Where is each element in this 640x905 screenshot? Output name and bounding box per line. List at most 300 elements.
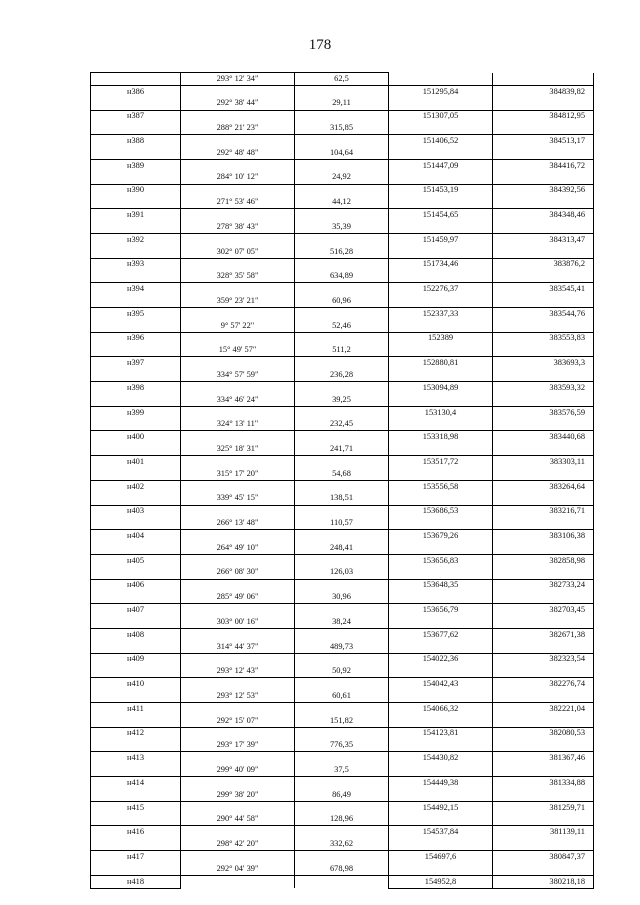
- y-coordinate-cell: 384416,72: [493, 159, 594, 171]
- angle-cell-empty: [181, 431, 295, 443]
- y-coordinate-cell: 384812,95: [493, 110, 594, 122]
- segment-row: [91, 666, 594, 678]
- angle-cell-empty: [181, 801, 295, 813]
- y-cell-empty: [493, 246, 594, 258]
- point-id-cell: н406: [91, 579, 181, 591]
- point-row: [91, 233, 594, 245]
- point-row: [91, 382, 594, 394]
- angle-cell-empty: [181, 308, 295, 320]
- point-id-cell: н391: [91, 209, 181, 221]
- y-coordinate-cell: 382703,45: [493, 604, 594, 616]
- y-coordinate-cell: 382671,38: [493, 628, 594, 640]
- distance-cell-empty: [295, 209, 389, 221]
- y-coordinate-cell: 380847,37: [493, 851, 594, 863]
- x-coordinate-cell: 153677,62: [389, 628, 493, 640]
- y-coordinate-cell: 383593,32: [493, 382, 594, 394]
- y-coordinate-cell: 382276,74: [493, 678, 594, 690]
- y-cell-empty: [493, 345, 594, 357]
- distance-cell-empty: [295, 431, 389, 443]
- distance-cell: 110,57: [295, 517, 389, 529]
- y-coordinate-cell: 383264,64: [493, 480, 594, 492]
- y-coordinate-cell: 383106,38: [493, 530, 594, 542]
- angle-cell-empty: [181, 678, 295, 690]
- point-cell-empty: [91, 320, 181, 332]
- point-cell-empty: [91, 98, 181, 110]
- segment-row: [91, 542, 594, 554]
- point-row: [91, 727, 594, 739]
- point-row: [91, 703, 594, 715]
- x-cell-empty: [389, 838, 493, 850]
- y-cell-empty: [493, 196, 594, 208]
- distance-cell-empty: [295, 283, 389, 295]
- y-cell-empty: [493, 666, 594, 678]
- distance-cell: 489,73: [295, 641, 389, 653]
- angle-cell-empty: [181, 628, 295, 640]
- angle-cell-empty: [181, 875, 295, 888]
- angle-cell: 328° 35' 58": [181, 271, 295, 283]
- y-cell-empty: [493, 419, 594, 431]
- point-row: [91, 777, 594, 789]
- point-row: [91, 159, 594, 171]
- x-coordinate-cell: 151307,05: [389, 110, 493, 122]
- y-cell-empty: [493, 690, 594, 702]
- angle-cell-empty: [181, 604, 295, 616]
- x-cell-empty: [389, 443, 493, 455]
- y-coordinate-cell: 381139,11: [493, 826, 594, 838]
- point-id-cell: н412: [91, 727, 181, 739]
- point-cell-empty: [91, 591, 181, 603]
- distance-cell-empty: [295, 579, 389, 591]
- x-cell-empty: [389, 715, 493, 727]
- distance-cell-empty: [295, 801, 389, 813]
- x-cell-empty: [389, 246, 493, 258]
- x-cell-empty: [389, 172, 493, 184]
- point-cell-empty: [91, 271, 181, 283]
- segment-row: [91, 863, 594, 875]
- distance-cell: 634,89: [295, 271, 389, 283]
- point-id-cell: н416: [91, 826, 181, 838]
- distance-cell-empty: [295, 135, 389, 147]
- y-cell-empty: [493, 863, 594, 875]
- distance-cell-empty: [295, 727, 389, 739]
- angle-cell: 9° 57' 22": [181, 320, 295, 332]
- angle-cell: 266° 13' 48": [181, 517, 295, 529]
- x-coordinate-cell: 154449,38: [389, 777, 493, 789]
- point-row: [91, 480, 594, 492]
- segment-row: [91, 468, 594, 480]
- segment-row: [91, 493, 594, 505]
- x-coordinate-cell: 153556,58: [389, 480, 493, 492]
- distance-cell: 29,11: [295, 98, 389, 110]
- segment-row: [91, 764, 594, 776]
- distance-cell-empty: [295, 530, 389, 542]
- x-cell-empty: [389, 814, 493, 826]
- y-cell-empty: [493, 814, 594, 826]
- x-coordinate-cell: 153318,98: [389, 431, 493, 443]
- x-coordinate-cell: 154042,43: [389, 678, 493, 690]
- distance-cell-empty: [295, 875, 389, 888]
- point-cell-empty: [91, 345, 181, 357]
- point-row: [91, 308, 594, 320]
- point-row: [91, 85, 594, 97]
- point-row: [91, 184, 594, 196]
- point-cell-empty: [91, 295, 181, 307]
- x-coordinate-cell: 154537,84: [389, 826, 493, 838]
- x-cell-empty: [389, 789, 493, 801]
- point-id-cell: н417: [91, 851, 181, 863]
- point-id-cell: н410: [91, 678, 181, 690]
- x-coordinate-cell: 154697,6: [389, 851, 493, 863]
- point-row: [91, 678, 594, 690]
- angle-cell-empty: [181, 357, 295, 369]
- x-coordinate-cell: 152276,37: [389, 283, 493, 295]
- angle-cell-empty: [181, 258, 295, 270]
- distance-cell-empty: [295, 628, 389, 640]
- distance-cell: 60,61: [295, 690, 389, 702]
- point-cell-empty: [91, 221, 181, 233]
- x-coordinate-cell: 151453,19: [389, 184, 493, 196]
- angle-cell: 285° 49' 06": [181, 591, 295, 603]
- y-coordinate-cell: 381334,88: [493, 777, 594, 789]
- y-cell-empty: [493, 271, 594, 283]
- point-id-cell: н405: [91, 554, 181, 566]
- angle-cell-empty: [181, 110, 295, 122]
- point-row: [91, 258, 594, 270]
- y-cell-empty: [493, 591, 594, 603]
- distance-cell: 24,92: [295, 172, 389, 184]
- distance-cell-empty: [295, 752, 389, 764]
- angle-cell: 293° 12' 53": [181, 690, 295, 702]
- distance-cell: 38,24: [295, 616, 389, 628]
- angle-cell: 293° 17' 39": [181, 740, 295, 752]
- y-coordinate-cell: 383693,3: [493, 357, 594, 369]
- distance-cell-empty: [295, 258, 389, 270]
- angle-cell-empty: [181, 135, 295, 147]
- distance-cell: 126,03: [295, 567, 389, 579]
- point-id-cell: н399: [91, 406, 181, 418]
- point-cell-empty: [91, 246, 181, 258]
- point-row: [91, 653, 594, 665]
- y-cell-empty: [493, 443, 594, 455]
- point-row: [91, 554, 594, 566]
- point-id-cell: н390: [91, 184, 181, 196]
- x-cell-empty: [389, 616, 493, 628]
- distance-cell: 516,28: [295, 246, 389, 258]
- y-cell-empty: [493, 641, 594, 653]
- distance-cell-empty: [295, 604, 389, 616]
- point-cell-empty: [91, 419, 181, 431]
- x-coordinate-cell: 154430,82: [389, 752, 493, 764]
- x-coordinate-cell: 153094,89: [389, 382, 493, 394]
- angle-cell-empty: [181, 530, 295, 542]
- point-cell-empty: [91, 443, 181, 455]
- segment-row: [91, 147, 594, 159]
- y-cell-empty: [493, 517, 594, 529]
- point-id-cell: н413: [91, 752, 181, 764]
- x-cell-empty: [389, 147, 493, 159]
- y-coordinate-cell: 384513,17: [493, 135, 594, 147]
- distance-cell: 50,92: [295, 666, 389, 678]
- segment-row: [91, 419, 594, 431]
- y-coordinate-cell: 384348,46: [493, 209, 594, 221]
- point-id-cell: н407: [91, 604, 181, 616]
- point-id-cell: н389: [91, 159, 181, 171]
- point-id-cell: н397: [91, 357, 181, 369]
- x-coordinate-cell: 151459,97: [389, 233, 493, 245]
- angle-cell-empty: [181, 283, 295, 295]
- y-cell-empty: [493, 764, 594, 776]
- angle-cell-empty: [181, 752, 295, 764]
- point-row: [91, 826, 594, 838]
- y-cell-empty: [493, 98, 594, 110]
- x-cell-empty: [389, 271, 493, 283]
- y-cell-empty: [493, 567, 594, 579]
- segment-row: [91, 740, 594, 752]
- x-cell-empty: [389, 122, 493, 134]
- x-cell-empty: [389, 542, 493, 554]
- y-coordinate-cell: 383876,2: [493, 258, 594, 270]
- point-id-cell: н387: [91, 110, 181, 122]
- point-row: [91, 505, 594, 517]
- angle-cell: 271° 53' 46": [181, 196, 295, 208]
- y-coordinate-cell: 383576,59: [493, 406, 594, 418]
- x-cell-empty: [389, 690, 493, 702]
- distance-cell: 332,62: [295, 838, 389, 850]
- angle-cell-empty: [181, 579, 295, 591]
- angle-cell: 314° 44' 37": [181, 641, 295, 653]
- distance-cell: 35,39: [295, 221, 389, 233]
- distance-cell-empty: [295, 777, 389, 789]
- point-row: [91, 530, 594, 542]
- x-cell-empty: [389, 591, 493, 603]
- x-coordinate-cell: 151454,65: [389, 209, 493, 221]
- distance-cell: 776,35: [295, 740, 389, 752]
- x-cell-empty: [389, 196, 493, 208]
- angle-cell-empty: [181, 653, 295, 665]
- point-cell-empty: [91, 542, 181, 554]
- distance-cell-empty: [295, 184, 389, 196]
- distance-cell: 241,71: [295, 443, 389, 455]
- segment-row: [91, 394, 594, 406]
- y-cell-empty: [493, 221, 594, 233]
- y-cell-empty: [493, 320, 594, 332]
- angle-cell-empty: [181, 456, 295, 468]
- angle-cell-empty: [181, 727, 295, 739]
- point-cell-empty: [91, 122, 181, 134]
- point-row: [91, 283, 594, 295]
- point-cell-empty: [91, 567, 181, 579]
- angle-cell-empty: [181, 554, 295, 566]
- angle-cell: 359° 23' 21": [181, 295, 295, 307]
- angle-cell: 324° 13' 11": [181, 419, 295, 431]
- angle-cell-empty: [181, 851, 295, 863]
- y-coordinate-cell: 381367,46: [493, 752, 594, 764]
- distance-cell: 511,2: [295, 345, 389, 357]
- segment-row: [91, 591, 594, 603]
- x-cell-empty: [389, 419, 493, 431]
- point-cell-empty: [91, 73, 181, 86]
- point-row: [91, 332, 594, 344]
- angle-cell: 334° 46' 24": [181, 394, 295, 406]
- segment-row: [91, 345, 594, 357]
- distance-cell-empty: [295, 703, 389, 715]
- distance-cell: 54,68: [295, 468, 389, 480]
- angle-cell-empty: [181, 85, 295, 97]
- point-id-cell: н400: [91, 431, 181, 443]
- y-cell-empty: [493, 715, 594, 727]
- angle-cell: 284° 10' 12": [181, 172, 295, 184]
- angle-cell: 302° 07' 05": [181, 246, 295, 258]
- point-row: [91, 752, 594, 764]
- segment-row: [91, 98, 594, 110]
- angle-cell: 266° 08' 30": [181, 567, 295, 579]
- x-coordinate-cell: 153686,53: [389, 505, 493, 517]
- point-cell-empty: [91, 196, 181, 208]
- distance-cell-empty: [295, 85, 389, 97]
- distance-cell-empty: [295, 480, 389, 492]
- distance-cell: 39,25: [295, 394, 389, 406]
- x-cell-empty: [389, 863, 493, 875]
- distance-cell: 678,98: [295, 863, 389, 875]
- segment-row: [91, 122, 594, 134]
- point-row: [91, 851, 594, 863]
- y-coordinate-cell: 383545,41: [493, 283, 594, 295]
- distance-cell: 37,5: [295, 764, 389, 776]
- point-id-cell: н394: [91, 283, 181, 295]
- distance-cell-empty: [295, 505, 389, 517]
- y-coordinate-cell: 382221,04: [493, 703, 594, 715]
- segment-row: [91, 517, 594, 529]
- point-cell-empty: [91, 814, 181, 826]
- point-id-cell: н401: [91, 456, 181, 468]
- y-cell-empty: [493, 295, 594, 307]
- segment-row: [91, 246, 594, 258]
- angle-cell-empty: [181, 826, 295, 838]
- x-coordinate-cell: 153656,83: [389, 554, 493, 566]
- angle-cell: 293° 12' 43": [181, 666, 295, 678]
- coordinates-table: [90, 72, 594, 889]
- segment-row: [91, 196, 594, 208]
- y-coordinate-cell: 382733,24: [493, 579, 594, 591]
- segment-row: [91, 443, 594, 455]
- segment-row: [91, 616, 594, 628]
- point-cell-empty: [91, 172, 181, 184]
- segment-row: [91, 73, 594, 86]
- angle-cell: 15° 49' 57": [181, 345, 295, 357]
- point-row: [91, 135, 594, 147]
- point-cell-empty: [91, 789, 181, 801]
- angle-cell: 292° 15' 07": [181, 715, 295, 727]
- point-row: [91, 406, 594, 418]
- angle-cell: 299° 40' 09": [181, 764, 295, 776]
- angle-cell-empty: [181, 233, 295, 245]
- x-cell-empty: [389, 345, 493, 357]
- point-row: [91, 431, 594, 443]
- point-cell-empty: [91, 863, 181, 875]
- distance-cell-empty: [295, 653, 389, 665]
- point-id-cell: н411: [91, 703, 181, 715]
- distance-cell: 44,12: [295, 196, 389, 208]
- y-cell-empty: [493, 147, 594, 159]
- segment-row: [91, 567, 594, 579]
- page-number: 178: [308, 37, 332, 53]
- distance-cell: 236,28: [295, 369, 389, 381]
- y-cell-empty: [493, 789, 594, 801]
- distance-cell: 151,82: [295, 715, 389, 727]
- point-cell-empty: [91, 641, 181, 653]
- x-cell-empty: [389, 468, 493, 480]
- point-row: [91, 579, 594, 591]
- x-coordinate-cell: 154022,36: [389, 653, 493, 665]
- y-coordinate-cell: 382323,54: [493, 653, 594, 665]
- y-coordinate-cell: 383553,83: [493, 332, 594, 344]
- y-coordinate-cell: 384313,47: [493, 233, 594, 245]
- y-cell-empty: [493, 122, 594, 134]
- x-coordinate-cell: 153517,72: [389, 456, 493, 468]
- x-coordinate-cell: 154952,8: [389, 875, 493, 888]
- x-cell-empty: [389, 666, 493, 678]
- angle-cell: 325° 18' 31": [181, 443, 295, 455]
- x-coordinate-cell: 154492,15: [389, 801, 493, 813]
- y-coordinate-cell: 384839,82: [493, 85, 594, 97]
- angle-cell: 264° 49' 10": [181, 542, 295, 554]
- y-coordinate-cell: 381259,71: [493, 801, 594, 813]
- distance-cell-empty: [295, 332, 389, 344]
- point-cell-empty: [91, 616, 181, 628]
- segment-row: [91, 814, 594, 826]
- y-coordinate-cell: 383544,76: [493, 308, 594, 320]
- point-id-cell: н408: [91, 628, 181, 640]
- y-coordinate-cell: 384392,56: [493, 184, 594, 196]
- y-cell-empty: [493, 468, 594, 480]
- segment-row: [91, 172, 594, 184]
- point-cell-empty: [91, 715, 181, 727]
- distance-cell: 128,96: [295, 814, 389, 826]
- angle-cell: 292° 48' 48": [181, 147, 295, 159]
- angle-cell-empty: [181, 382, 295, 394]
- segment-row: [91, 838, 594, 850]
- y-cell-empty: [493, 616, 594, 628]
- distance-cell-empty: [295, 233, 389, 245]
- x-coordinate-cell: 151295,84: [389, 85, 493, 97]
- segment-row: [91, 690, 594, 702]
- x-cell-empty: [389, 98, 493, 110]
- point-row: [91, 110, 594, 122]
- point-id-cell: н398: [91, 382, 181, 394]
- y-coordinate-cell: 383216,71: [493, 505, 594, 517]
- y-cell-empty: [493, 542, 594, 554]
- x-coordinate-cell: 154066,32: [389, 703, 493, 715]
- point-id-cell: н392: [91, 233, 181, 245]
- distance-cell-empty: [295, 826, 389, 838]
- point-id-cell: н403: [91, 505, 181, 517]
- x-cell-empty: [389, 740, 493, 752]
- point-id-cell: н393: [91, 258, 181, 270]
- point-row: [91, 875, 594, 888]
- x-coordinate-cell: 153648,35: [389, 579, 493, 591]
- point-cell-empty: [91, 666, 181, 678]
- x-coordinate-cell: 152389: [389, 332, 493, 344]
- y-coordinate-cell: 382858,98: [493, 554, 594, 566]
- point-cell-empty: [91, 147, 181, 159]
- x-coordinate-cell: 151406,52: [389, 135, 493, 147]
- angle-cell-empty: [181, 480, 295, 492]
- distance-cell-empty: [295, 406, 389, 418]
- angle-cell: 334° 57' 59": [181, 369, 295, 381]
- angle-cell: 298° 42' 20": [181, 838, 295, 850]
- angle-cell-empty: [181, 406, 295, 418]
- point-cell-empty: [91, 740, 181, 752]
